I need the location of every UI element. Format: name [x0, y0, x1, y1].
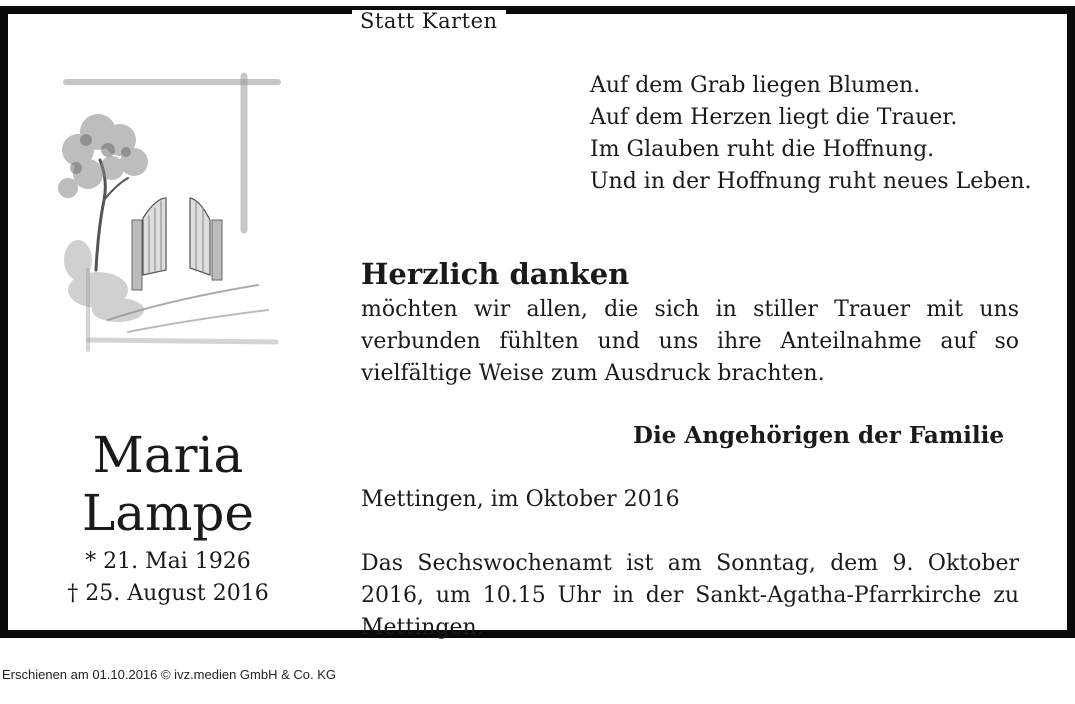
life-dates: [48, 546, 288, 610]
poem-line: Auf dem Grab liegen Blumen.: [590, 73, 921, 98]
poem: [590, 70, 1031, 198]
thanks-body: möchten wir allen, die sich in stiller Trauer mit uns verbunden fühlten und uns ihre Anteilnahme auf so vielfältige Weise zum Ausdruck brachten.: [361, 297, 1019, 386]
signature: Die Angehörigen der Familie: [633, 422, 1004, 449]
place-date: Mettingen, im Oktober 2016: [361, 487, 680, 512]
poem-line: Im Glauben ruht die Hoffnung.: [590, 137, 935, 162]
garden-gate-illustration: [48, 70, 288, 390]
header-label: Statt Karten: [352, 10, 506, 32]
death-date: † 25. August 2016: [67, 581, 269, 606]
deceased-last-name: Lampe: [81, 484, 255, 542]
poem-line: Auf dem Herzen liegt die Trauer.: [590, 105, 958, 130]
mass-info: Das Sechswochenamt ist am Sonntag, dem 9. Oktober 2016, um 10.15 Uhr in der Sankt-Agatha-Pfarrkirche zu Mettingen.: [361, 551, 1019, 640]
birth-date: * 21. Mai 1926: [85, 549, 251, 574]
deceased-name: [48, 426, 288, 542]
thanks-heading: Herzlich danken: [361, 257, 630, 291]
poem-line: Und in der Hoffnung ruht neues Leben.: [590, 169, 1032, 194]
deceased-first-name: Maria: [92, 426, 244, 484]
publication-footer: Erschienen am 01.10.2016 © ivz.medien GmbH & Co. KG: [2, 667, 337, 682]
obituary-notice-frame: [0, 6, 1075, 638]
